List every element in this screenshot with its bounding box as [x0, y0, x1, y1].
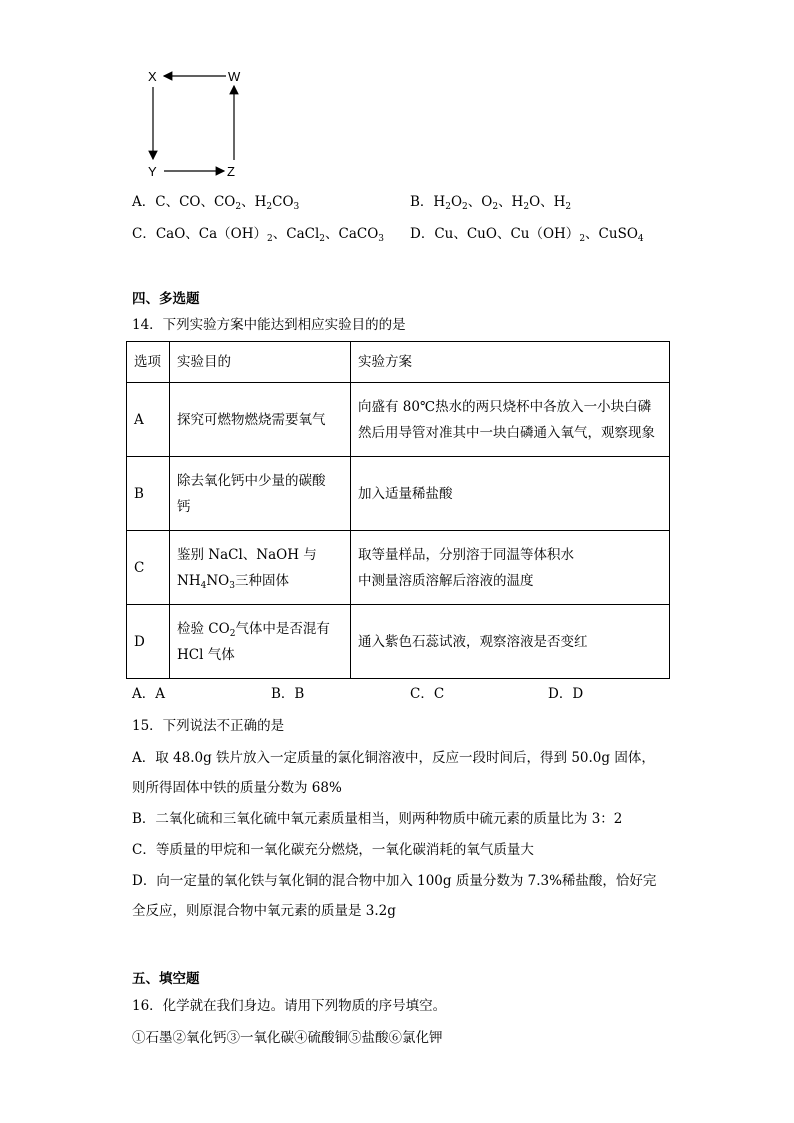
q15-option-d[interactable]: D．向一定量的氧化铁与氧化铜的混合物中加入 100g 质量分数为 7.3%稀盐酸，恰好完 全反应，则原混合物中氧元素的质量是 3.2g [132, 873, 657, 919]
row-b-plan: 加入适量稀盐酸 [351, 457, 670, 531]
q15-option-c[interactable]: C．等质量的甲烷和一氧化碳充分燃烧，一氧化碳消耗的氧气质量大 [132, 842, 534, 858]
q15-option-b[interactable]: B．二氧化硫和三氧化硫中氧元素质量相当，则两种物质中硫元素的质量比为 3：2 [132, 811, 623, 827]
q14-answer-b[interactable]: B．B [271, 686, 305, 702]
q14-experiment-table [126, 341, 670, 679]
q14-answer-d[interactable]: D．D [548, 686, 584, 702]
row-b-option: B [127, 457, 170, 531]
section-title-multiple-choice: 四、多选题 [132, 291, 200, 307]
row-a-option: A [127, 383, 170, 457]
table-row [127, 383, 670, 457]
row-d-plan: 通入紫色石蕊试液，观察溶液是否变红 [351, 605, 670, 679]
table-row [127, 457, 670, 531]
table-row [127, 531, 670, 605]
header-goal: 实验目的 [170, 342, 351, 383]
row-b-goal: 除去氧化钙中少量的碳酸 钙 [170, 457, 351, 531]
q16-substance-list: ①石墨②氧化钙③一氧化碳④硫酸铜⑤盐酸⑥氯化钾 [132, 1030, 443, 1046]
row-a-goal: 探究可燃物燃烧需要氧气 [170, 383, 351, 457]
section-title-fill-in: 五、填空题 [132, 971, 200, 987]
q14-stem: 14．下列实验方案中能达到相应实验目的的是 [132, 317, 406, 333]
q14-answer-c[interactable]: C．C [410, 686, 445, 702]
q13-option-a[interactable]: A．C、CO、$CO_2$、$H_2CO_3$ [132, 194, 300, 212]
q13-option-b[interactable]: B．$H_2O_2$、$O_2$、$H_2O$、$H_2$ [410, 194, 572, 212]
q15-stem: 15．下列说法不正确的是 [132, 718, 285, 734]
row-d-goal: 检验 $CO_2$气体中是否混有 HCl 气体 [170, 605, 351, 679]
node-y: Y [148, 164, 157, 179]
q14-answer-a[interactable]: A．A [132, 686, 165, 702]
row-c-plan: 取等量样品，分别溶于同温等体积水 中测量溶质溶解后溶液的温度 [351, 531, 670, 605]
table-row [127, 605, 670, 679]
q15-option-a[interactable]: A．取 48.0g 铁片放入一定质量的氯化铜溶液中，反应一段时间后，得到 50.0g 固体， 则所得固体中铁的质量分数为 68% [132, 750, 655, 796]
node-w: W [228, 69, 241, 84]
reaction-diagram [140, 62, 250, 182]
row-d-option: D [127, 605, 170, 679]
row-c-goal: 鉴别 NaCl、NaOH 与 $NH_4NO_3$三种固体 [170, 531, 351, 605]
table-header-row [127, 342, 670, 383]
node-x: X [148, 69, 157, 84]
row-a-plan: 向盛有 80℃热水的两只烧杯中各放入一小块白磷 然后用导管对准其中一块白磷通入氧气，观察现象 [351, 383, 670, 457]
q16-stem: 16．化学就在我们身边。请用下列物质的序号填空。 [132, 998, 447, 1014]
q13-option-d[interactable]: D．Cu、CuO、$Cu(OH)_2$、CuSO$_4$ [410, 226, 644, 244]
header-option: 选项 [127, 342, 170, 383]
row-c-option: C [127, 531, 170, 605]
q13-option-c[interactable]: C．CaO、$Ca(OH)_2$、CaCl$_2$、CaCO$_3$ [132, 226, 385, 244]
header-plan: 实验方案 [351, 342, 670, 383]
node-z: Z [227, 164, 235, 179]
